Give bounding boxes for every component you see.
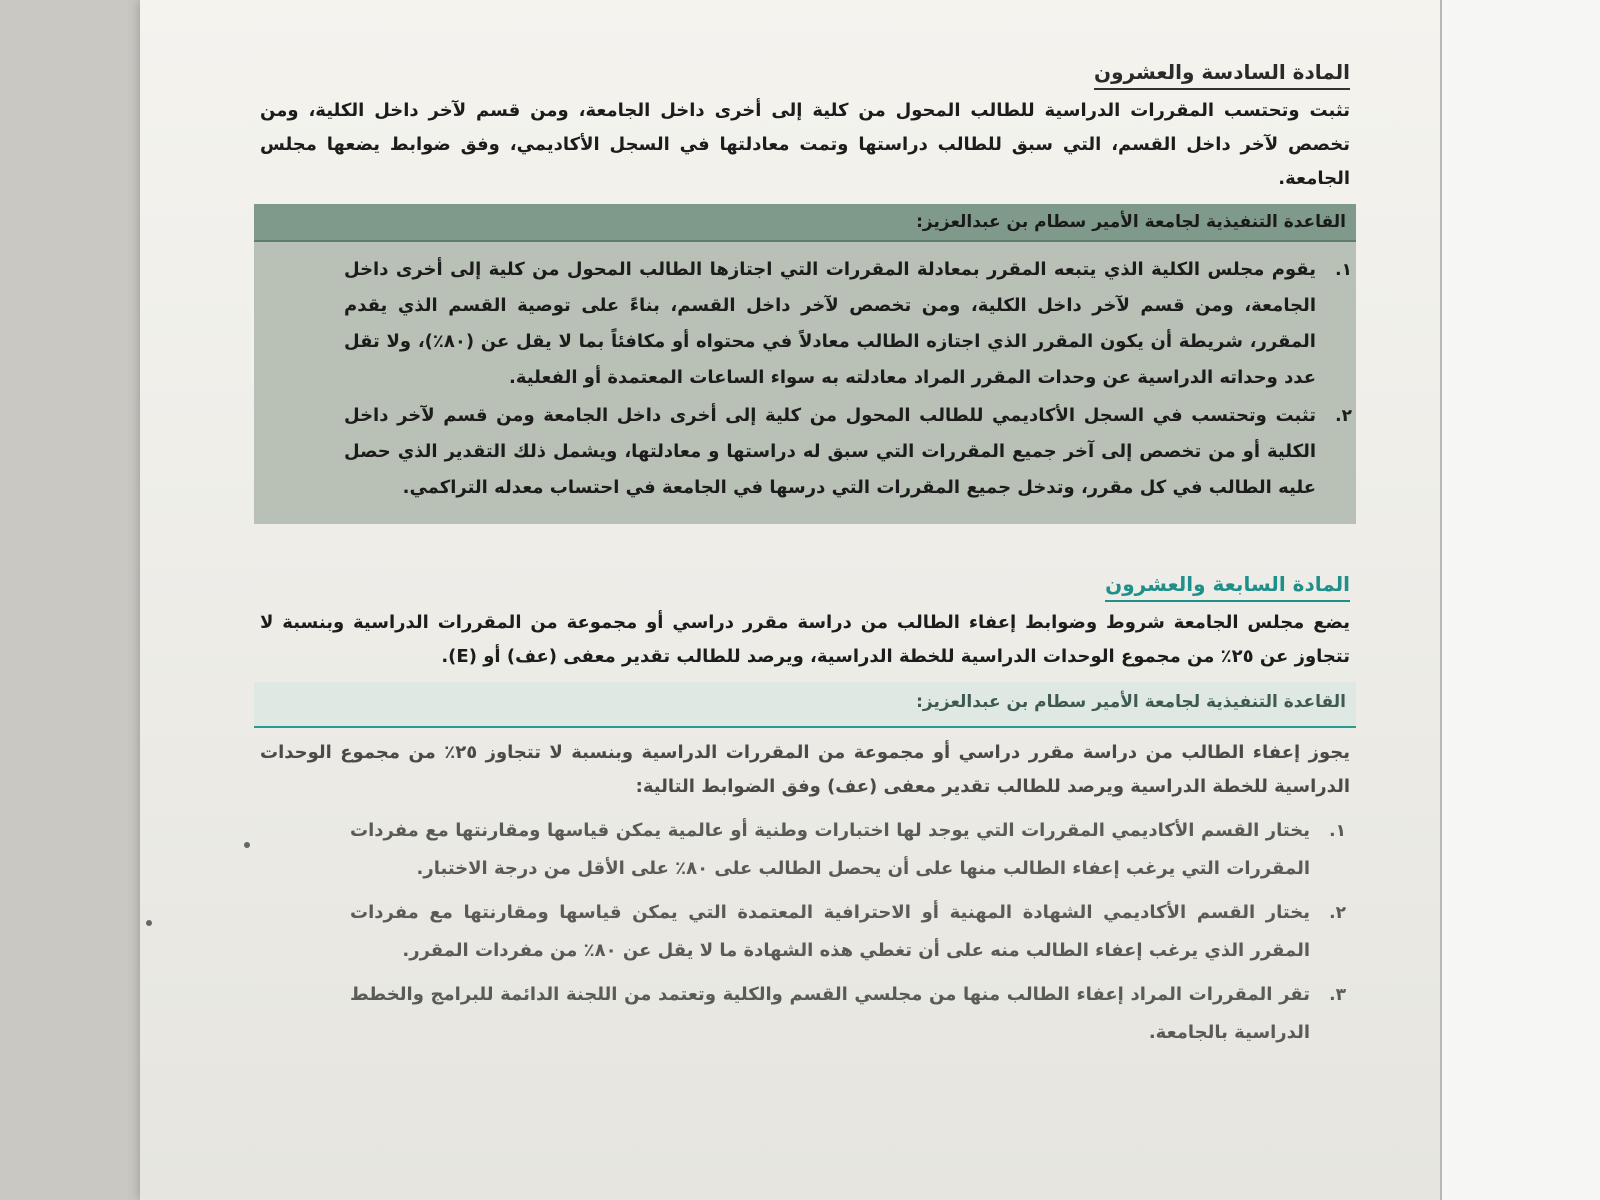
page-speck	[146, 920, 152, 926]
list-item-text: تقر المقررات المراد إعفاء الطالب منها من مجلسي القسم والكلية وتعتمد من اللجنة الدائمة للبرامج والخطط الدراسية بالجامعة.	[350, 984, 1310, 1043]
document-page	[140, 0, 1440, 1200]
list-item-text: يقوم مجلس الكلية الذي يتبعه المقرر بمعادلة المقررات التي اجتازها الطالب المحول من كلية إلى أخرى داخل الجامعة، ومن قسم لآخر داخل الكلية، ومن تخصص لآخر داخل القسم، بناءً على توصية القسم الذي يقدم المقرر، شريطة أن يكون المقرر الذي اجتازه الطالب معادلاً في محتواه أو مكافئاً بما لا يقل عن (٨٠٪)، ولا تقل عدد وحداته الدراسية عن وحدات المقرر المراد معادلته به سواء الساعات المعتمدة أو الفعلية.	[344, 259, 1316, 388]
article-26-rule-box	[254, 204, 1356, 524]
article-27	[260, 572, 1350, 1052]
article-26-rule-title: القاعدة التنفيذية لجامعة الأمير سطام بن عبدالعزيز:	[254, 204, 1356, 242]
article-27-rule-box	[254, 682, 1356, 728]
article-26-heading: المادة السادسة والعشرون	[1094, 60, 1350, 90]
list-item-text: يختار القسم الأكاديمي الشهادة المهنية أو الاحترافية المعتمدة التي يمكن قياسها ومقارنتها مع مفردات المقرر الذي يرغب إعفاء الطالب منه على أن تغطي هذه الشهادة ما لا يقل عن ٨٠٪ من مفردات المقرر.	[350, 902, 1310, 961]
list-item	[350, 812, 1346, 888]
list-item-number: ١.	[1335, 260, 1352, 280]
article-26-body: تثبت وتحتسب المقررات الدراسية للطالب المحول من كلية إلى أخرى داخل الجامعة، ومن قسم لآخر داخل الكلية، ومن تخصص لآخر داخل القسم، التي سبق للطالب دراستها وتمت معادلتها في السجل الأكاديمي، وفق ضوابط يضعها مجلس الجامعة.	[260, 100, 1350, 189]
article-27-rule-intro: يجوز إعفاء الطالب من دراسة مقرر دراسي أو مجموعة من المقررات الدراسية وبنسبة لا تتجاوز ٢٥٪ من مجموع الوحدات الدراسية للخطة الدراسية ويرصد للطالب تقدير معفى (عف) وفق الضوابط التالية:	[260, 742, 1350, 797]
article-27-body: يضع مجلس الجامعة شروط وضوابط إعفاء الطالب من دراسة مقرر دراسي أو مجموعة من المقررات الدراسية وبنسبة لا تتجاوز عن ٢٥٪ من مجموع الوحدات الدراسية للخطة الدراسية، ويرصد للطالب تقدير معفى (عف) أو (E).	[260, 612, 1350, 667]
list-item-number: ٣.	[1329, 985, 1346, 1005]
article-27-rule-title: القاعدة التنفيذية لجامعة الأمير سطام بن عبدالعزيز:	[254, 682, 1356, 728]
article-27-rule-list	[260, 812, 1350, 1052]
list-item	[350, 976, 1346, 1052]
list-item-text: تثبت وتحتسب في السجل الأكاديمي للطالب المحول من كلية إلى أخرى داخل الجامعة ومن قسم لآخر داخل الكلية أو من تخصص إلى آخر جميع المقررات التي سبق له دراستها و معادلتها، ويشمل ذلك التقدير الذي حصل عليه الطالب في كل مقرر، وتدخل جميع المقررات التي درسها في الجامعة في احتساب معدله التراكمي.	[344, 405, 1316, 498]
article-26-rule-list	[254, 252, 1356, 506]
article-27-heading: المادة السابعة والعشرون	[1105, 572, 1350, 602]
article-27-rule-content	[260, 736, 1350, 1052]
list-item	[344, 398, 1352, 506]
list-item-number: ٢.	[1329, 903, 1346, 923]
article-26	[260, 60, 1350, 524]
list-item-number: ٢.	[1335, 406, 1352, 426]
document-content	[260, 60, 1350, 1058]
list-item-text: يختار القسم الأكاديمي المقررات التي يوجد لها اختبارات وطنية أو عالمية يمكن قياسها ومقارنتها مع مفردات المقررات التي يرغب إعفاء الطالب منها على أن يحصل الطالب على ٨٠٪ على الأقل من درجة الاختبار.	[350, 820, 1310, 879]
page-speck	[244, 842, 250, 848]
section-spacer	[260, 524, 1350, 572]
list-item	[350, 894, 1346, 970]
list-item	[344, 252, 1352, 396]
window-right-edge	[1440, 0, 1600, 1200]
list-item-number: ١.	[1329, 821, 1346, 841]
